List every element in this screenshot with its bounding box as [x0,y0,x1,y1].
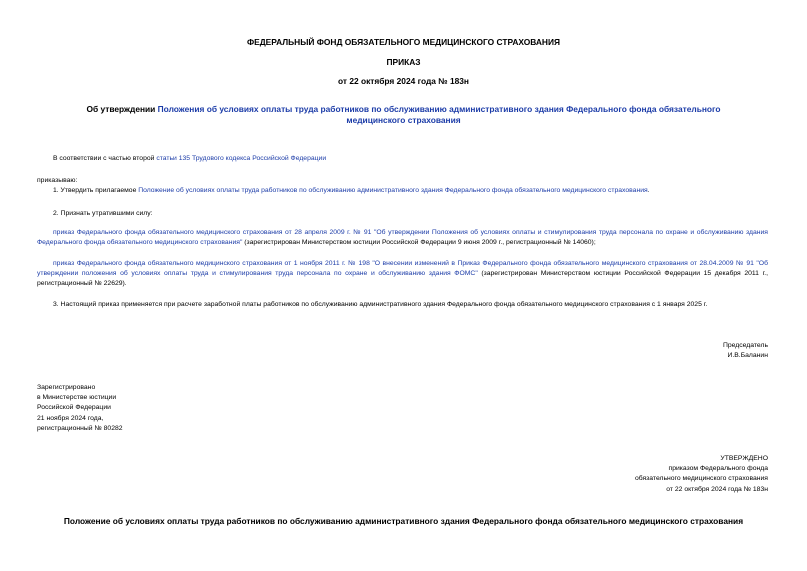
item1-suffix: . [647,187,650,194]
signature-block [568,341,768,361]
item-3: 3. Настоящий приказ применяется при расчете заработной платы работников по обслуживанию административного здания Федерального фонда обязательного медицинского страхования с 1 января 2025 г. [53,301,708,308]
repealed-order-2 [37,259,768,290]
regulation-link[interactable]: Положение об условиях оплаты труда работников по обслуживанию административного здания Федерального фонда обязательного медицинского страхования [138,187,648,194]
approval-line: УТВЕРЖДЕНО [720,455,768,462]
repealed-order-2-link[interactable]: приказ Федерального фонда обязательного медицинского страхования от 1 ноября 2011 г. № 198 "О внесении изменений в Приказ Федерального фонда обязательного медицинского страхования от 28.04.2009 № 91 "Об утверждении положения об условиях оплаты труда и стимулирования труда персонала по охране и обслуживанию здания ФОМС" [37,260,768,278]
signer-position: Председатель [723,342,768,349]
approval-line: от 22 октября 2024 года № 183н [666,485,768,493]
registration-line: 21 ноября 2024 года, [37,414,104,422]
repealed-order-1-link[interactable]: приказ Федерального фонда обязательного медицинского страхования от 28 апреля 2009 г. № 91 "Об утверждении Положения об условиях оплаты и стимулирования труда персонала по охране и обслуживанию здания Федерального фонда обязательного медицинского страхования" [37,229,768,247]
registration-block [37,383,123,434]
signer-name: И.В.Баланин [727,352,768,360]
item1-prefix: 1. Утвердить прилагаемое [53,187,139,194]
approval-line: приказом Федерального фонда [668,465,768,473]
labor-code-link[interactable]: статьи 135 Трудового кодекса Российской Федерации [156,155,327,162]
org-name: ФЕДЕРАЛЬНЫЙ ФОНД ОБЯЗАТЕЛЬНОГО МЕДИЦИНСКОГО СТРАХОВАНИЯ [246,37,561,47]
registration-line: Российской Федерации [37,404,111,412]
intro-paragraph [53,154,768,164]
registration-line: регистрационный № 80282 [37,424,123,432]
repealed-order-1 [37,228,768,248]
item-1 [53,186,768,196]
doc-type: ПРИКАЗ [386,57,421,67]
doc-date-number: от 22 октября 2024 года № 183н [337,76,469,86]
intro-prefix: В соответствии с частью второй [53,155,157,162]
doc-title [0,104,807,126]
registration-line: в Министерстве юстиции [37,394,117,402]
approval-block [468,454,768,495]
registration-line: Зарегистрировано [37,384,96,391]
item-2: 2. Признать утратившими силу: [53,210,153,217]
title-prefix: Об утверждении [86,104,158,114]
repealed-order-1-suffix: (зарегистрирован Министерством юстиции Российской Федерации 9 июня 2009 г., регистрационный № 14060); [242,239,596,247]
approval-line: обязательного медицинского страхования [634,475,768,483]
repealed-order-2-suffix: (зарегистрирован Министерством юстиции Российской Федерации 15 декабря 2011 г., регистрационный № 22629). [37,270,769,288]
title-link-line1[interactable]: Положения об условиях оплаты труда работников по обслуживанию административного здания Федерального фонда обязательного [157,104,721,114]
order-word: приказываю: [37,177,78,184]
annex-title: Положение об условиях оплаты труда работников по обслуживанию административного здания Федерального фонда обязательного медицинского страхования [63,516,744,526]
title-link-line2[interactable]: медицинского страхования [346,115,461,125]
